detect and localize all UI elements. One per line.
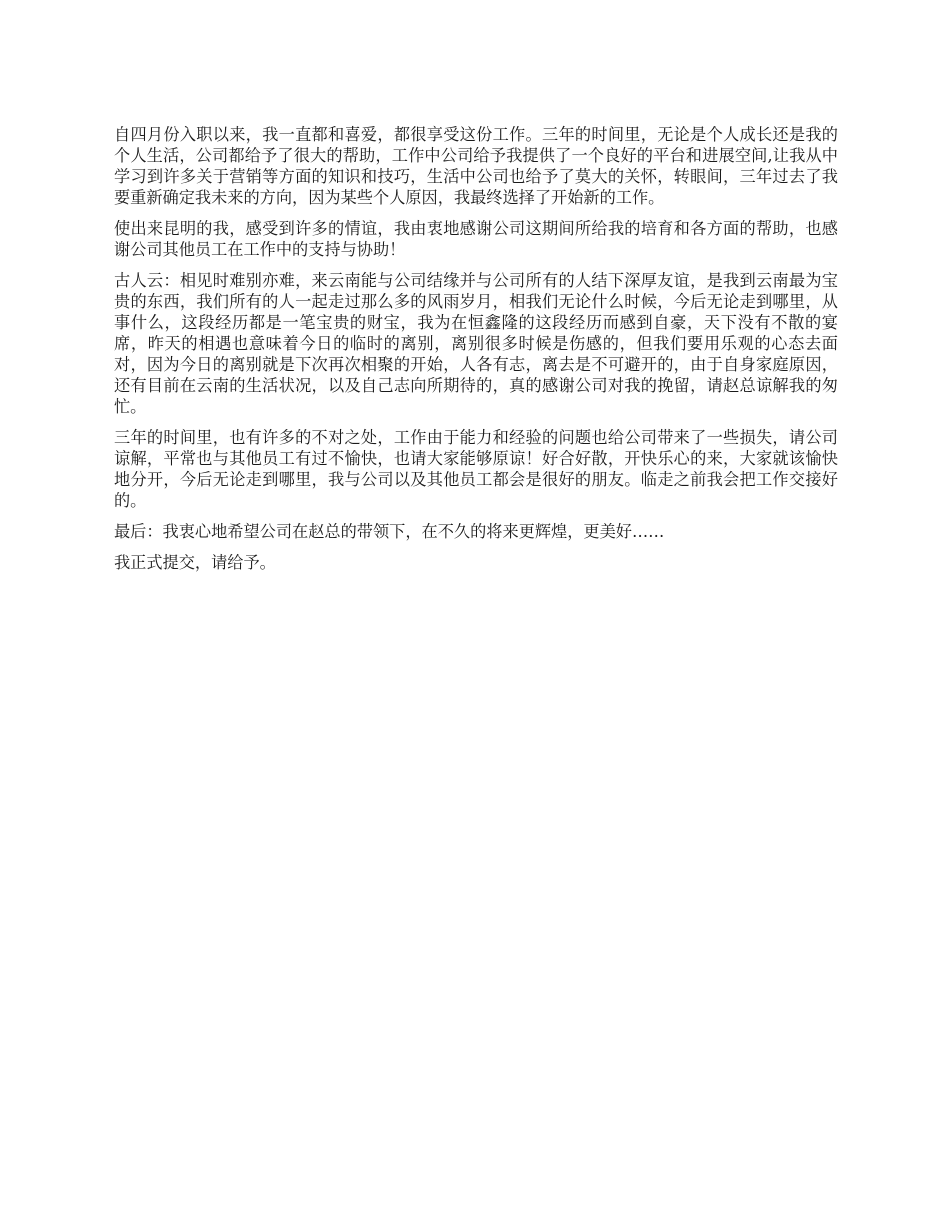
paragraph-6: 我正式提交，请给予。 [114,553,276,572]
paragraph-3: 古人云：相见时难别亦难，来云南能与公司结缘并与公司所有的人结下深厚友谊，是我到云南最为宝贵的东西，我们所有的人一起走过那么多的风雨岁月，相我们无论什么时候，今后无论走到哪里，从事什么，这段经历都是一笔宝贵的财宝，我为在恒鑫隆的这段经历而感到自豪，天下没有不散的宴席，昨天的相遇也意味着今日的临时的离别，离别很多时候是伤感的，但我们要用乐观的心态去面对，因为今日的离别就是下次再次相聚的开始，人各有志，离去是不可避开的，由于自身家庭原因，还有目前在云南的生活状况，以及自己志向所期待的，真的感谢公司对我的挽留，请赵总谅解我的匆忙。 [114,271,838,416]
paragraph-2: 使出来昆明的我，感受到许多的情谊，我由衷地感谢公司这期间所给我的培育和各方面的帮助，也感谢公司其他员工在工作中的支持与协助！ [114,219,838,259]
paragraph-5: 最后：我衷心地希望公司在赵总的带领下，在不久的将来更辉煌，更美好…… [114,522,665,541]
document-body [114,124,838,583]
paragraph-1: 自四月份入职以来，我一直都和喜爱，都很享受这份工作。三年的时间里，无论是个人成长还是我的个人生活，公司都给予了很大的帮助，工作中公司给予我提供了一个良好的平台和进展空间,让我从中学习到许多关于营销等方面的知识和技巧，生活中公司也给予了莫大的关怀，转眼间，三年过去了我要重新确定我未来的方向，因为某些个人原因，我最终选择了开始新的工作。 [114,125,838,207]
paragraph-4: 三年的时间里，也有许多的不对之处，工作由于能力和经验的问题也给公司带来了一些损失，请公司谅解，平常也与其他员工有过不愉快，也请大家能够原谅！好合好散，开快乐心的来，大家就该愉快地分开，今后无论走到哪里，我与公司以及其他员工都会是很好的朋友。临走之前我会把工作交接好的。 [114,428,838,510]
